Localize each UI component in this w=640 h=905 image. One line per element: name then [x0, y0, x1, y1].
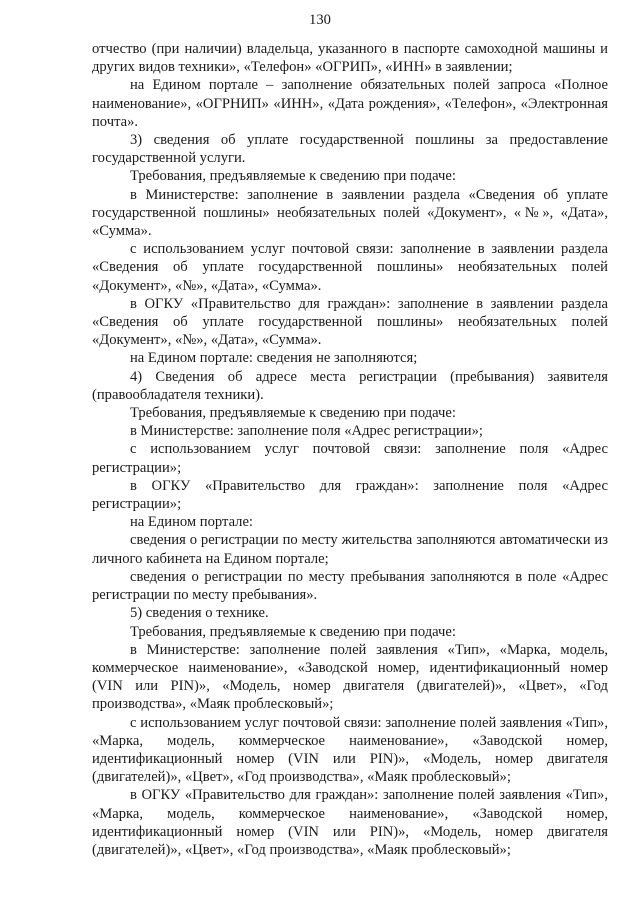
paragraph-address-heading: 4) Сведения об адресе места регистрации (пребывания) заявителя (правообладателя техники). — [92, 368, 608, 403]
paragraph-requirements-vehicle: Требования, предъявляемые к сведению при подаче: — [130, 623, 456, 640]
paragraph-owner-patronymic: отчество (при наличии) владельца, указанного в паспорте самоходной машины и других видов техники», «Телефон» «ОГРИП», «ИНН» в заявлении; — [92, 41, 608, 76]
document-body — [92, 40, 608, 859]
paragraph-vehicle-heading: 5) сведения о технике. — [130, 605, 269, 622]
paragraph-state-fee-heading: 3) сведения об уплате государственной пошлины за предоставление государственной услуги. — [92, 132, 608, 167]
paragraph-fee-postal: с использованием услуг почтовой связи: заполнение в заявлении раздела «Сведения об уплате государственной пошлины» необязательных полей «Документ», «№», «Дата», «Сумма». — [92, 241, 608, 294]
paragraph-portal-required-fields: на Едином портале – заполнение обязательных полей запроса «Полное наименование», «ОГРНИП» «ИНН», «Дата рождения», «Телефон», «Электронная почта». — [92, 77, 608, 130]
paragraph-vehicle-postal: с использованием услуг почтовой связи: заполнение полей заявления «Тип», «Марка, модель, коммерческое наименование», «Заводской номер, идентификационный номер (VIN или PIN)», «Модель, номер двигателя (двигателей)», «Цвет», «Год производства», «Маяк проблесковый»; — [92, 714, 608, 786]
paragraph-address-ogku: в ОГКУ «Правительство для граждан»: заполнение поля «Адрес регистрации»; — [92, 477, 608, 513]
paragraph-residence-auto: сведения о регистрации по месту жительства заполняются автоматически из личного кабинета на Едином портале; — [92, 532, 608, 567]
paragraph-vehicle-ogku: в ОГКУ «Правительство для граждан»: заполнение полей заявления «Тип», «Марка, модель, коммерческое наименование», «Заводской номер, идентификационный номер (VIN или PIN)», «Модель, номер двигателя (двигателей)», «Цвет», «Год производства», «Маяк проблесковый»; — [92, 787, 608, 858]
paragraph-fee-portal: на Едином портале: сведения не заполняются; — [130, 350, 418, 367]
paragraph-fee-ogku: в ОГКУ «Правительство для граждан»: заполнение в заявлении раздела «Сведения об уплате государственной пошлины» необязательных полей «Документ», «№», «Дата», «Сумма». — [92, 295, 608, 349]
paragraph-address-portal: на Едином портале: — [130, 514, 253, 531]
paragraph-requirements-address: Требования, предъявляемые к сведению при подаче: — [130, 405, 456, 422]
paragraph-fee-ministry: в Министерстве: заполнение в заявлении раздела «Сведения об уплате государственной пошлины» необязательных полей «Документ», «№», «Дата», «Сумма». — [92, 186, 608, 240]
paragraph-requirements-fee: Требования, предъявляемые к сведению при подаче: — [130, 168, 456, 185]
paragraph-address-postal: с использованием услуг почтовой связи: заполнение поля «Адрес регистрации»; — [92, 441, 608, 476]
page-number: 130 — [309, 12, 331, 28]
paragraph-stay-field: сведения о регистрации по месту пребывания заполняются в поле «Адрес регистрации по месту пребывания». — [92, 568, 608, 604]
paragraph-address-ministry: в Министерстве: заполнение поля «Адрес регистрации»; — [130, 423, 483, 440]
paragraph-vehicle-ministry: в Министерстве: заполнение полей заявления «Тип», «Марка, модель, коммерческое наименование», «Заводской номер, идентификационный номер (VIN или PIN)», «Модель, номер двигателя (двигателей)», «Цвет», «Год производства», «Маяк проблесковый»; — [92, 641, 608, 713]
